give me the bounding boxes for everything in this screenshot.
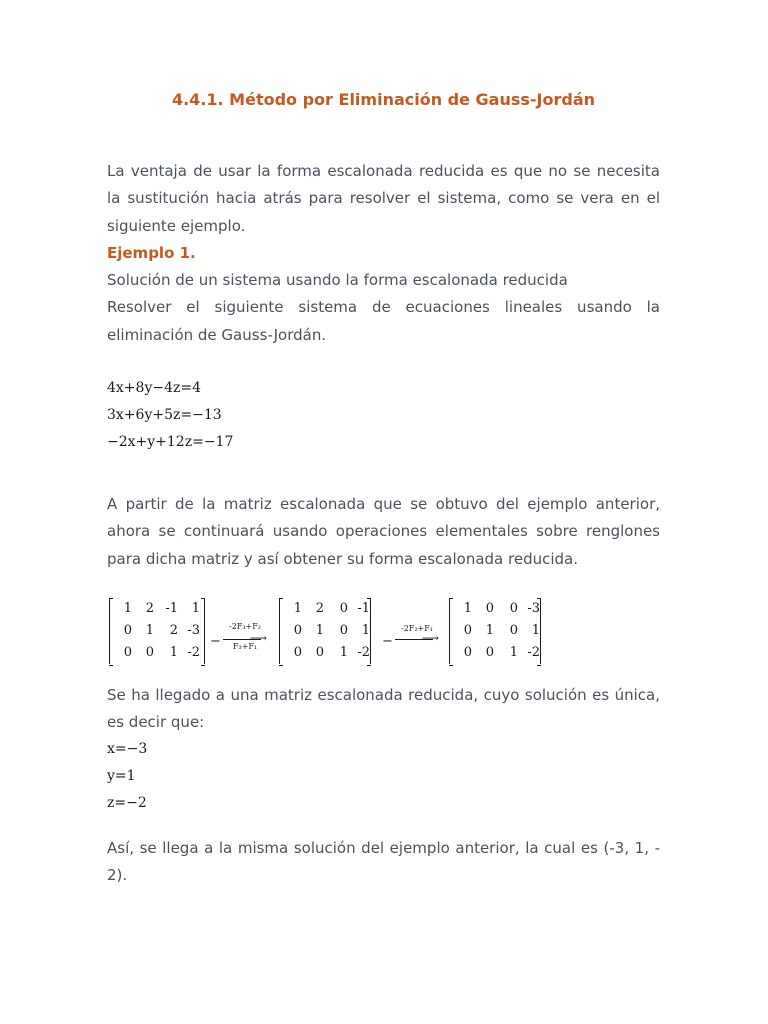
equation-2: 3x+6y+5z=−13	[107, 407, 222, 423]
conclusion-paragraph	[107, 682, 660, 737]
final-line-1: Así, se llega a la misma solución del ejemplo anterior, la cual es (-3, 1, -	[107, 839, 660, 857]
matrix-cell: -2	[527, 645, 540, 660]
matrix-cell: -1	[357, 601, 370, 616]
matrix-cell: 0	[509, 601, 518, 616]
matrix-row	[110, 598, 204, 620]
matrix-cell: 1	[315, 623, 324, 638]
matrix-cell: 0	[509, 623, 518, 638]
matrix-cell: 1	[485, 623, 494, 638]
matrix-cell: 0	[463, 645, 472, 660]
matrix-row	[110, 642, 204, 664]
matrix-cell: 1	[361, 623, 370, 638]
matrix-row	[110, 620, 204, 642]
conclusion-line-1: Se ha llegado a una matriz escalonada reducida, cuyo solución es única,	[107, 686, 660, 704]
matrix-cell: 0	[123, 645, 132, 660]
matrix-cell: 1	[293, 601, 302, 616]
example-subtitle: Solución de un sistema usando la forma escalonada reducida	[107, 271, 568, 290]
matrix-cell: 1	[191, 601, 200, 616]
matrix-cell: 0	[485, 645, 494, 660]
matrix-cell: 1	[531, 623, 540, 638]
matrix-cell: 1	[509, 645, 518, 660]
matrix-cell: 2	[169, 623, 178, 638]
matrix-3	[449, 598, 541, 664]
equation-1: 4x+8y−4z=4	[107, 380, 202, 396]
example-heading: Ejemplo 1.	[107, 243, 196, 262]
matrix-cell: 1	[145, 623, 154, 638]
final-paragraph	[107, 835, 660, 890]
matrix-cell: 1	[123, 601, 132, 616]
intro-line-3: siguiente ejemplo.	[107, 216, 246, 235]
matrix-row	[280, 642, 370, 664]
matrix-cell: 0	[339, 623, 348, 638]
matrix-cell: 1	[169, 645, 178, 660]
matrix-cell: 0	[463, 623, 472, 638]
matrix-cell: 0	[293, 645, 302, 660]
conclusion-line-2: es decir que:	[107, 713, 205, 732]
matrix-cell: -3	[527, 601, 540, 616]
row-operation-arrow-1	[223, 622, 267, 651]
matrix-2	[279, 598, 371, 664]
matrix-row	[450, 642, 540, 664]
matrix-cell: -1	[165, 601, 178, 616]
intro-line-1: La ventaja de usar la forma escalonada reducida es que no se necesita	[107, 162, 660, 180]
equation-system	[107, 375, 233, 456]
solution-values	[107, 736, 147, 817]
solution-x: x=−3	[107, 741, 148, 757]
intro-line-2: la sustitución hacia atrás para resolver el sistema, como se vera en el	[107, 189, 660, 208]
matrix-row	[280, 620, 370, 642]
intro-paragraph	[107, 158, 660, 349]
matrix-cell: -3	[187, 623, 200, 638]
matrix-cell: 1	[339, 645, 348, 660]
matrix-reduction: 1 2 -1 1 0 1 2 -3 0 0 1 -2 − -2F₃+F₂ ⟶ F₃+F₁ 1 2 0 -1 0 1 0 1 0 0 1 -2 − -2F₂+F₁ ⟶ 1 0 0 -3 0 1 0 1 0 0 1 -2	[107, 596, 660, 668]
equation-3: −2x+y+12z=−17	[107, 434, 234, 450]
matrix-cell: 0	[315, 645, 324, 660]
continuation-line-3: para dicha matriz y así obtener su forma escalonada reducida.	[107, 549, 578, 568]
matrix-cell: -2	[357, 645, 370, 660]
continuation-line-1: A partir de la matriz escalonada que se obtuvo del ejemplo anterior,	[107, 495, 660, 513]
matrix-cell: 2	[145, 601, 154, 616]
row-operation-arrow-2	[395, 624, 439, 640]
matrix-row	[280, 598, 370, 620]
continuation-line-2: ahora se continuará usando operaciones elementales sobre renglones	[107, 522, 660, 541]
solution-y: y=1	[107, 768, 136, 784]
task-line-1: Resolver el siguiente sistema de ecuaciones lineales usando la	[107, 298, 660, 317]
op2-top: -2F₂+F₁	[400, 624, 433, 633]
matrix-cell: -2	[187, 645, 200, 660]
section-title: 4.4.1. Método por Eliminación de Gauss-Jordán	[171, 90, 596, 109]
solution-z: z=−2	[107, 795, 147, 811]
final-line-2: 2).	[107, 866, 128, 885]
matrix-cell: 2	[315, 601, 324, 616]
op1-bottom: F₃+F₁	[232, 642, 258, 651]
matrix-1	[109, 598, 205, 664]
matrix-cell: 0	[485, 601, 494, 616]
matrix-cell: 0	[293, 623, 302, 638]
task-line-2: eliminación de Gauss-Jordán.	[107, 325, 327, 344]
matrix-cell: 0	[145, 645, 154, 660]
matrix-cell: 0	[339, 601, 348, 616]
matrix-row	[450, 620, 540, 642]
op1-top: -2F₃+F₂	[228, 622, 261, 631]
continuation-paragraph	[107, 491, 660, 573]
matrix-row	[450, 598, 540, 620]
matrix-cell: 1	[463, 601, 472, 616]
matrix-cell: 0	[123, 623, 132, 638]
